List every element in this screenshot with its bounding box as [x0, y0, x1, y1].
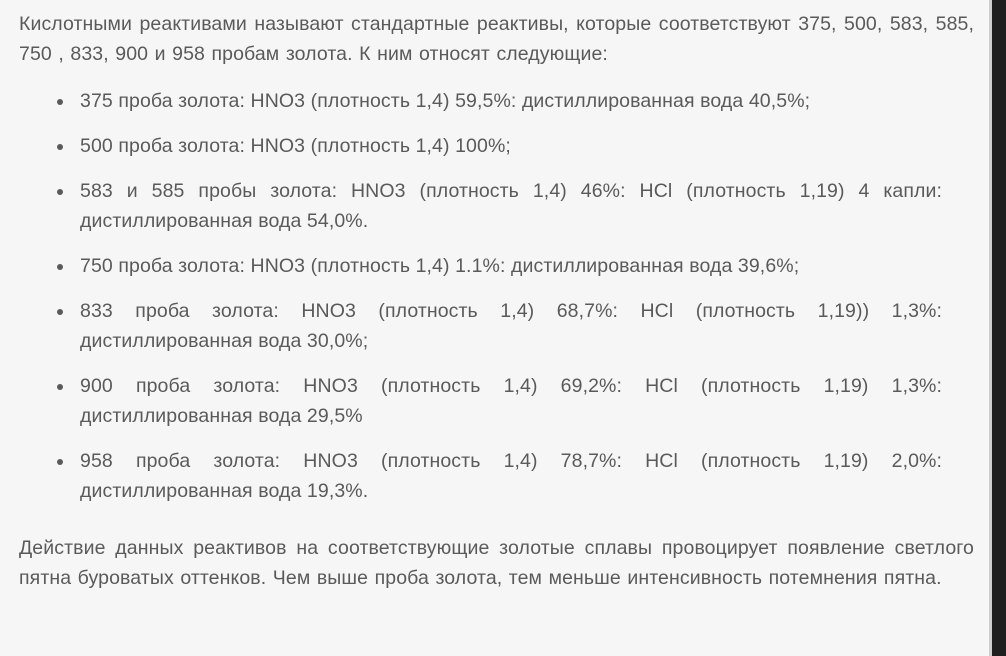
bullet-icon	[57, 384, 63, 390]
bullet-icon	[57, 459, 63, 465]
list-item-text: 750 проба золота: HNO3 (плотность 1,4) 1.1%: дистиллированная вода 39,6%;	[80, 255, 800, 277]
list-item-text: 833 проба золота: HNO3 (плотность 1,4) 68,7%: HCl (плотность 1,19)) 1,3%: дистиллированная вода 30,0%;	[80, 300, 942, 352]
bullet-icon	[57, 264, 63, 270]
list-item	[19, 251, 942, 281]
list-item-text: 500 проба золота: HNO3 (плотность 1,4) 100%;	[80, 135, 511, 157]
bullet-icon	[57, 99, 63, 105]
bullet-icon	[57, 144, 63, 150]
list-item-text: 958 проба золота: HNO3 (плотность 1,4) 78,7%: HCl (плотность 1,19) 2,0%: дистиллированная вода 19,3%.	[80, 450, 942, 502]
article-content	[19, 9, 974, 593]
list-item	[19, 296, 942, 356]
outro-paragraph: Действие данных реактивов на соответствующие золотые сплавы провоцирует появление светлого пятна буроватых оттенков. Чем выше проба золота, тем меньше интенсивность потемнения пятна.	[19, 537, 974, 589]
list-item-text: 900 проба золота: HNO3 (плотность 1,4) 69,2%: HCl (плотность 1,19) 1,3%: дистиллированная вода 29,5%	[80, 375, 942, 427]
list-item	[19, 371, 942, 431]
list-item	[19, 446, 942, 506]
bullet-icon	[57, 309, 63, 315]
list-item	[19, 176, 942, 236]
list-item-text: 375 проба золота: HNO3 (плотность 1,4) 59,5%: дистиллированная вода 40,5%;	[80, 90, 811, 112]
reagent-list	[19, 86, 974, 506]
intro-paragraph: Кислотными реактивами называют стандартные реактивы, которые соответствуют 375, 500, 583, 585, 750 , 833, 900 и 958 пробам золота. К ним относят следующие:	[19, 13, 974, 65]
list-item	[19, 131, 942, 161]
bullet-icon	[57, 189, 63, 195]
list-item-text: 583 и 585 пробы золота: HNO3 (плотность 1,4) 46%: HCl (плотность 1,19) 4 капли: дистиллированная вода 54,0%.	[80, 180, 942, 232]
list-item	[19, 86, 942, 116]
